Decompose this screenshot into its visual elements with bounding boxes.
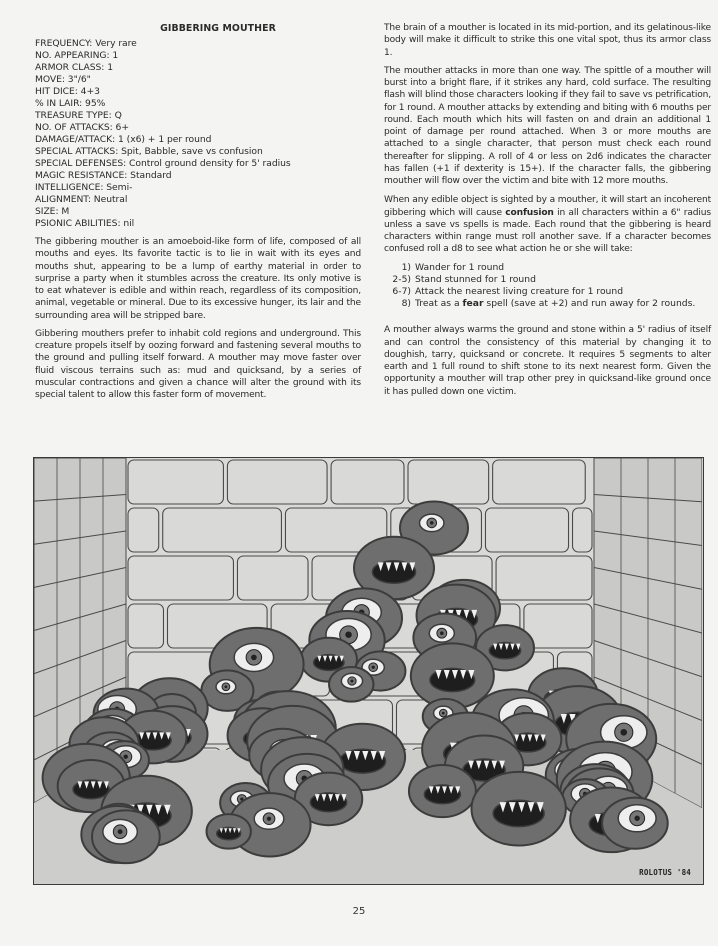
roll-result: 1) [401, 261, 411, 273]
pupil [634, 816, 639, 821]
stat-treasure-type: TREASURE TYPE: Q [35, 110, 122, 121]
roll-effect: Attack the nearest living creature for 1 round [415, 285, 624, 297]
stat-armor-class: ARMOR CLASS: 1 [35, 62, 113, 73]
wall-stone [524, 604, 592, 648]
pupil [442, 712, 445, 715]
gibbering-paragraph [384, 194, 711, 255]
wall-stone [163, 508, 282, 552]
pupil [267, 817, 271, 821]
wall-stone [573, 508, 592, 552]
wall-stone [485, 508, 568, 552]
mouther-lobe [207, 814, 251, 849]
roll-effect-rest: spell (save at +2) and run away for 2 rounds. [483, 298, 696, 310]
confusion-row [384, 286, 711, 298]
movement-paragraph: Gibbering mouthers prefer to inhabit cold regions and underground. This creature propels itself by oozing forward and fastening several mouths to the ground and pulling itself forward. A mouther may move faster over fluid viscous terrains such as: mud and quicksand, by a series of muscular contractions and given a chance will alter the ground with its special talent to allow this faster form of movement. [35, 328, 361, 400]
stat-alignment: ALIGNMENT: Neutral [35, 194, 128, 205]
confusion-row [384, 262, 711, 274]
pupil [118, 829, 123, 834]
wall-stone [331, 460, 404, 504]
stat-intelligence: INTELLIGENCE: Semi- [35, 182, 133, 193]
pupil [251, 655, 257, 661]
roll-result: 6-7) [392, 285, 411, 297]
brain-paragraph: The brain of a mouther is located in its mid-portion, and its gelatinous-like body will make it difficult to strike this one vital spot, thus its armor class 1. [384, 23, 711, 58]
roll-result: 8) [401, 298, 411, 310]
wall-stone [227, 460, 327, 504]
stat-special-defenses: SPECIAL DEFENSES: Control ground density for 5' radius [35, 158, 291, 169]
wall-stone [128, 460, 223, 504]
page-number: 25 [352, 906, 366, 917]
wall-stone [493, 460, 586, 504]
stat-damage-attack: DAMAGE/ATTACK: 1 (x6) + 1 per round [35, 134, 212, 145]
stat-psionic-abilities: PSIONIC ABILITIES: nil [35, 218, 135, 229]
confusion-keyword: confusion [505, 207, 554, 218]
stat-block [35, 38, 361, 230]
wall-stone [237, 556, 308, 600]
roll-result: 2-5) [392, 273, 411, 285]
mouther-lobe [329, 667, 373, 702]
mouther-lobe [409, 765, 476, 817]
roll-effect: Wander for 1 round [415, 261, 505, 273]
monster-title: GIBBERING MOUTHER [160, 23, 276, 34]
confusion-table [384, 262, 711, 311]
pupil [345, 631, 351, 637]
roll-effect: Stand stunned for 1 round [415, 273, 536, 285]
pupil [430, 521, 433, 524]
pupil [224, 685, 227, 688]
mouther-lobe [471, 772, 565, 846]
fear-keyword: fear [462, 298, 484, 310]
stat-frequency: FREQUENCY: Very rare [35, 38, 137, 49]
stat-special-attacks: SPECIAL ATTACKS: Spit, Babble, save vs confusion [35, 146, 263, 157]
right-column [384, 22, 711, 404]
stat-hit-dice: HIT DICE: 4+3 [35, 86, 100, 97]
stat-move: MOVE: 3"/6" [35, 74, 91, 85]
pupil [620, 729, 627, 736]
description-paragraph: The gibbering mouther is an amoeboid-like form of life, composed of all mouths and eyes. Its favorite tactic is to lie in wait with its eyes and mouths shut, appearing to be a lump of earthy material in order to surprise a party when it stumbles across the creature. Its only motive is to eat whatever is edible and within reach, regardless of its composition, animal, vegetable or mineral. Due to its excessive hunger, its lair and the surrounding area will be stripped bare. [35, 237, 361, 321]
ground-control-paragraph: A mouther always warms the ground and stone within a 5' radius of itself and can control the consistency of this material by changing it to doughish, tarry, quicksand or concrete. It requires 5 segments to alter earth and 1 full round to shift stone to its next nearest form. Given the opportunity a mouther will trap other prey in quicksand-like ground once it has pulled down one victim. [384, 325, 711, 397]
gibbering-text-1: When any edible object is sighted by a mouther, it will start an incoherent gibbering which will cause [384, 195, 711, 218]
attacks-paragraph: The mouther attacks in more than one way. The spittle of a mouther will burst into a bright flare, if it strikes any hard, cold surface. The resulting flash will blind those characters looking if they fail to save vs petrification, for 1 round. A mouther attacks by extending and biting with 6 mouths per round. Each mouth which hits will fasten on and drain an additional 1 point of damage per round attached. When 3 or more mouths are attached to a single character, that person must check each round thereafter for slipping. A roll of 4 or less on 2d6 indicates the character has fallen (+1 if dexterity is 15+). If the character falls, the gibbering mouther will flow over the victim and bite with 12 more mouths. [384, 65, 711, 186]
stat-in-lair: % IN LAIR: 95% [35, 98, 106, 109]
pupil [372, 666, 375, 669]
pupil [124, 755, 128, 759]
left-column [35, 22, 361, 407]
confusion-row [384, 298, 711, 310]
confusion-row [384, 274, 711, 286]
wall-stone [128, 604, 163, 648]
wall-stone [496, 556, 592, 600]
gibbering-mouther-illustration [33, 457, 704, 885]
roll-effect: Treat as a [415, 298, 463, 310]
stat-no-of-attacks: NO. OF ATTACKS: 6+ [35, 122, 129, 133]
artist-signature: ROLOTUS '84 [639, 868, 691, 877]
stat-no-appearing: NO. APPEARING: 1 [35, 50, 119, 61]
gibbering-text-2: in all characters within a 6" radius unless a save vs spells is made. Each round that the gibbering is heard characters within range must roll another save. If a character becomes confused roll a d8 to see what action he or she will take: [384, 207, 711, 255]
mouther-lobe [411, 643, 494, 708]
stat-size: SIZE: M [35, 206, 70, 217]
mouther-lobe [602, 798, 668, 849]
stat-magic-resistance: MAGIC RESISTANCE: Standard [35, 170, 172, 181]
illustration-canvas [34, 458, 702, 883]
mouther-lobe [92, 810, 160, 863]
wall-stone [128, 508, 159, 552]
wall-stone [408, 460, 489, 504]
pupil [440, 631, 444, 635]
wall-stone [128, 556, 233, 600]
pupil [350, 679, 353, 682]
